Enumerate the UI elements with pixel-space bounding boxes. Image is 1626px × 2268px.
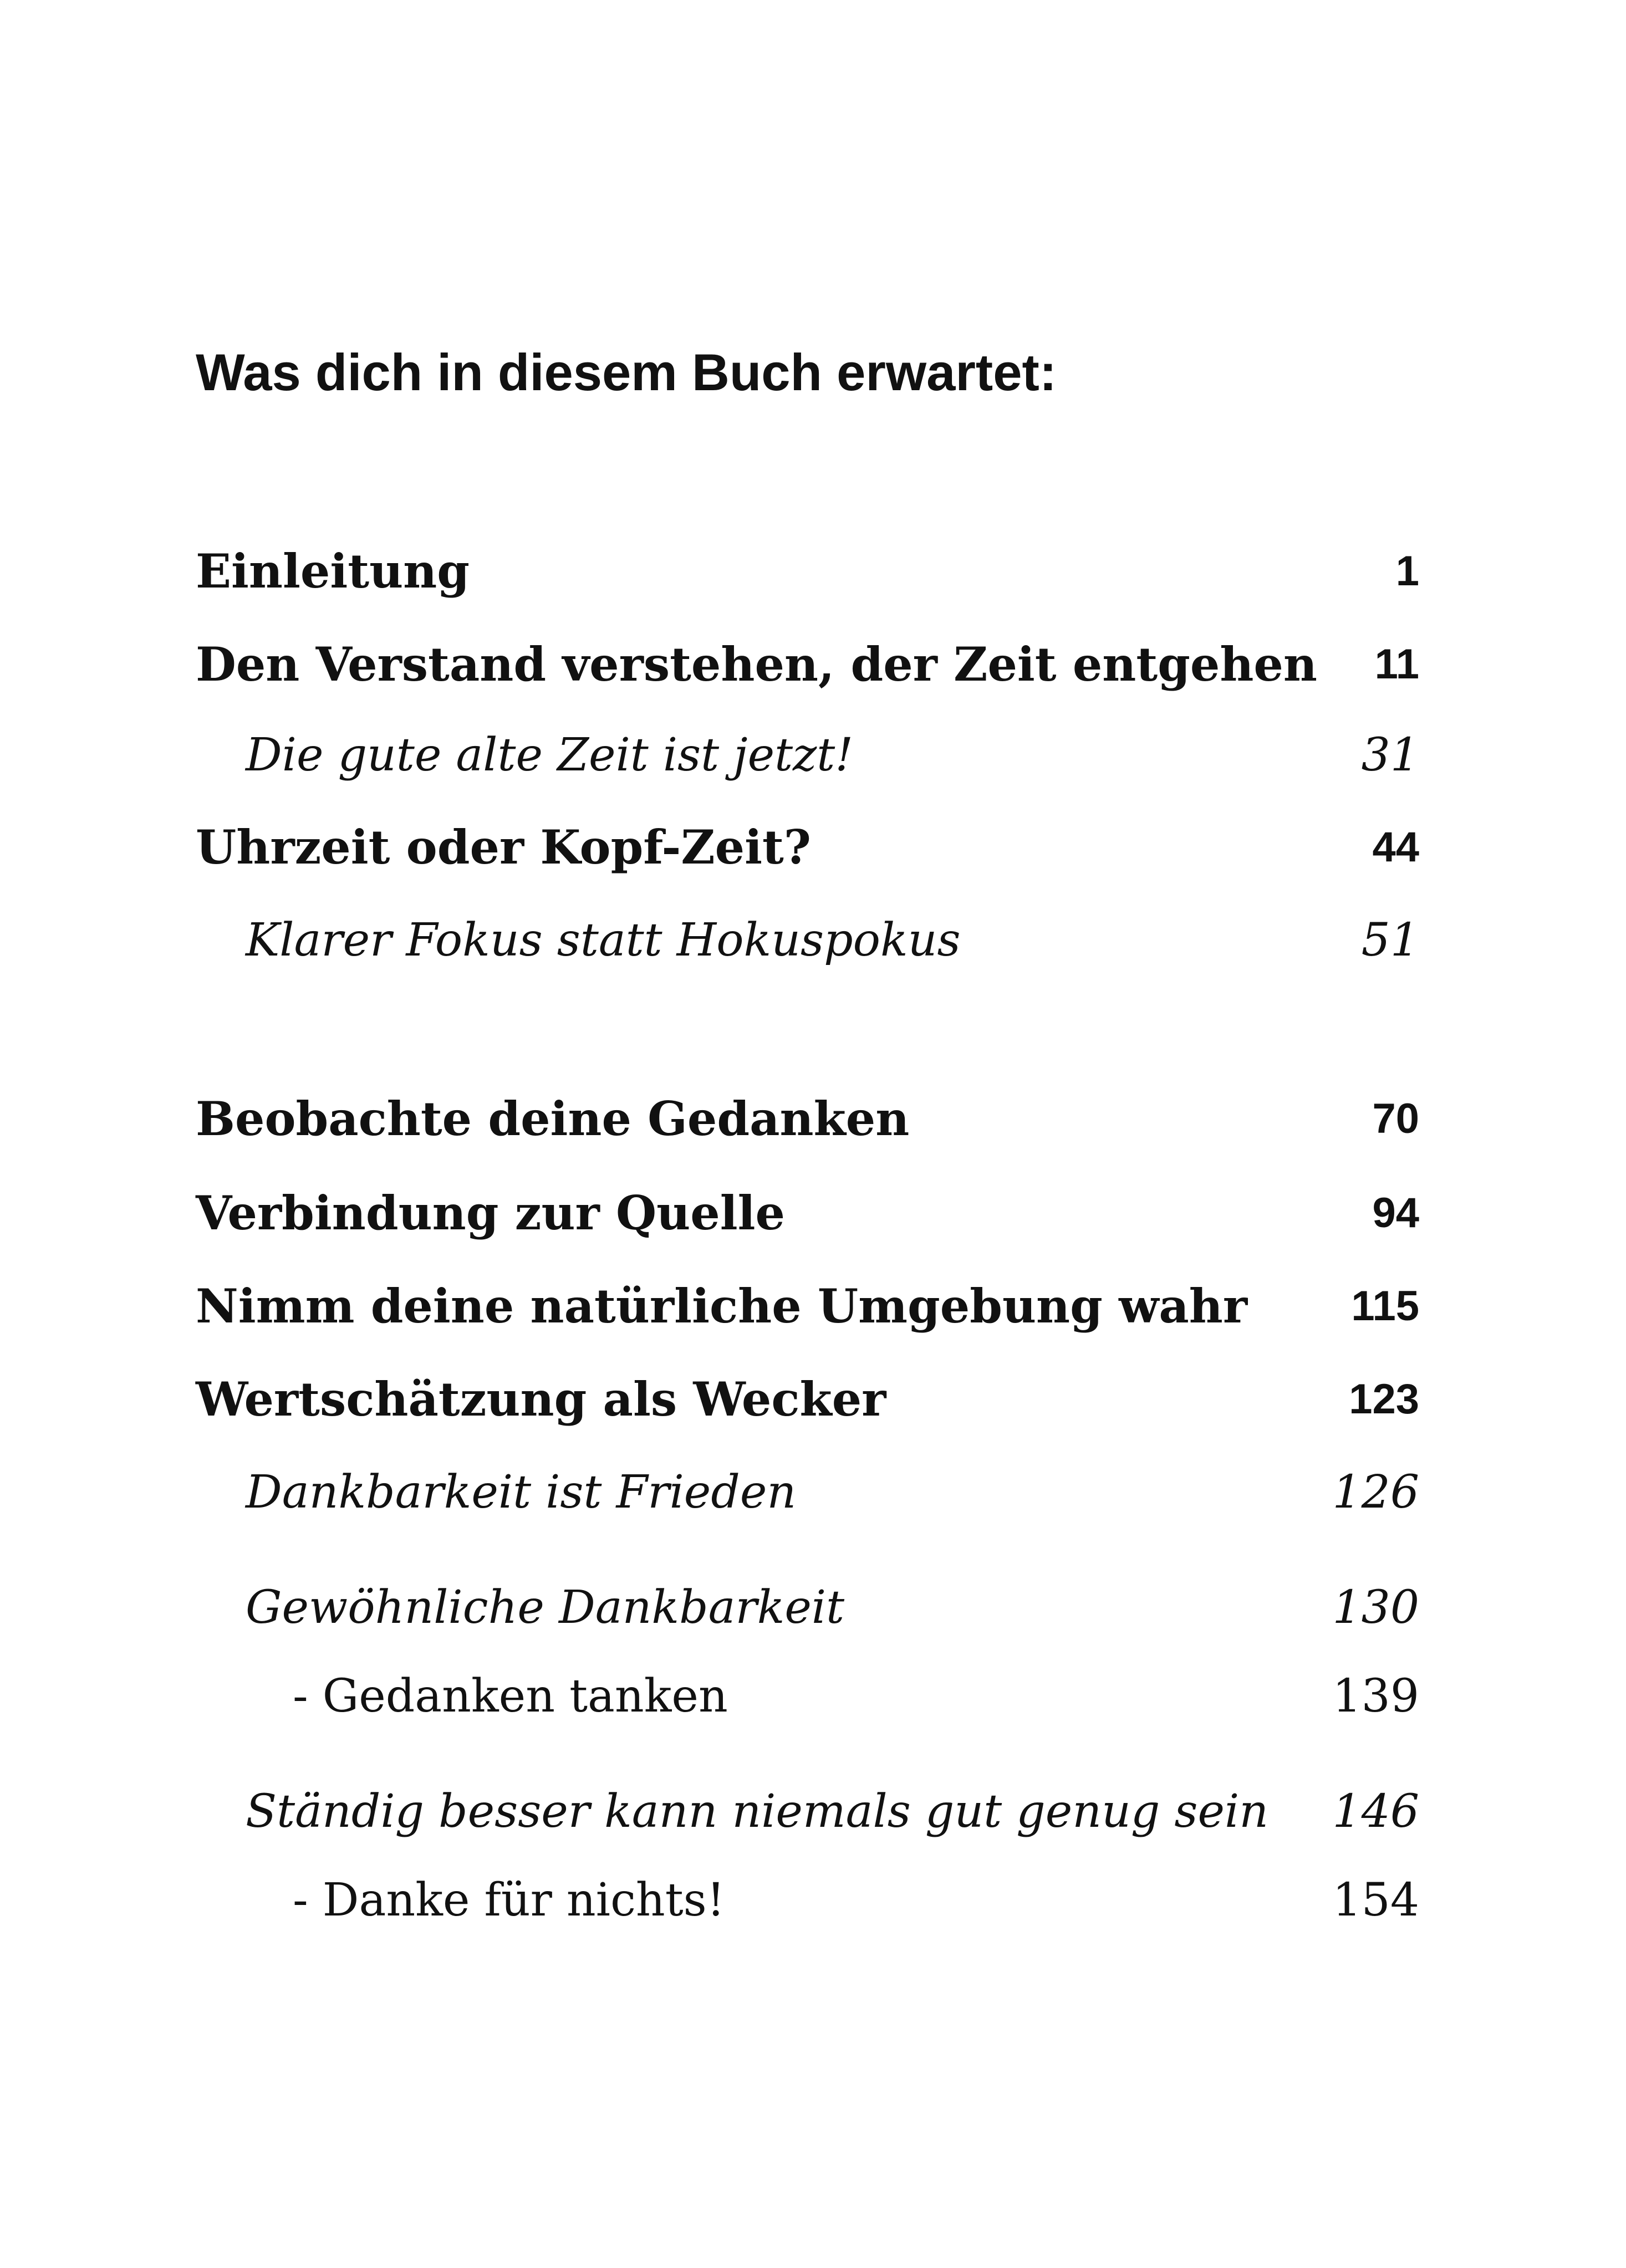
toc-entry-page-number: 31 bbox=[1361, 728, 1419, 781]
toc-entry-chapter[interactable] bbox=[196, 1273, 1419, 1339]
toc-entry-page-number: 126 bbox=[1332, 1465, 1419, 1519]
toc-entry-subsection[interactable] bbox=[196, 1663, 1419, 1729]
toc-entry-page-number: 1 bbox=[1395, 547, 1419, 595]
toc-entry-page-number: 123 bbox=[1349, 1375, 1419, 1423]
toc-entry-title: Nimm deine natürliche Umgebung wahr bbox=[196, 1278, 1248, 1334]
toc-entry-title: Ständig besser kann niemals gut genug sein bbox=[246, 1785, 1269, 1838]
toc-entry-chapter[interactable] bbox=[196, 631, 1419, 697]
toc-entry-title: Beobachte deine Gedanken bbox=[196, 1091, 910, 1146]
toc-entry-section[interactable] bbox=[196, 1778, 1419, 1845]
toc-entry-title: Einleitung bbox=[196, 543, 470, 599]
toc-entry-subsection[interactable] bbox=[196, 1867, 1419, 1933]
toc-entry-title: Wertschätzung als Wecker bbox=[196, 1371, 886, 1427]
toc-entry-page-number: 130 bbox=[1332, 1581, 1419, 1634]
toc-entry-chapter[interactable] bbox=[196, 538, 1419, 604]
toc-entry-page-number: 146 bbox=[1332, 1785, 1419, 1838]
toc-entry-title: Klarer Fokus statt Hokuspokus bbox=[246, 913, 961, 967]
toc-entry-page-number: 51 bbox=[1361, 913, 1419, 967]
toc-entry-title: Die gute alte Zeit ist jetzt! bbox=[246, 728, 854, 781]
toc-entry-title: Gewöhnliche Dankbarkeit bbox=[246, 1581, 845, 1634]
toc-entry-title: Uhrzeit oder Kopf-Zeit? bbox=[196, 819, 812, 875]
toc-entry-title: Dankbarkeit ist Frieden bbox=[246, 1465, 797, 1519]
toc-entry-chapter[interactable] bbox=[196, 1366, 1419, 1432]
toc-entry-section[interactable] bbox=[196, 722, 1419, 788]
toc-entry-section[interactable] bbox=[196, 907, 1419, 973]
toc-entry-title: Den Verstand verstehen, der Zeit entgehen bbox=[196, 636, 1317, 692]
toc-entry-chapter[interactable] bbox=[196, 1179, 1419, 1246]
toc-entry-page-number: 154 bbox=[1332, 1873, 1419, 1927]
page-title: Was dich in diesem Buch erwartet: bbox=[196, 343, 1057, 401]
toc-entry-section[interactable] bbox=[196, 1574, 1419, 1641]
toc-entry-page-number: 70 bbox=[1372, 1095, 1419, 1142]
toc-entry-page-number: 139 bbox=[1332, 1669, 1419, 1723]
toc-entry-page-number: 115 bbox=[1351, 1282, 1419, 1330]
toc-entry-chapter[interactable] bbox=[196, 1085, 1419, 1152]
toc-entry-page-number: 44 bbox=[1372, 823, 1419, 871]
toc-entry-title: - Gedanken tanken bbox=[293, 1669, 728, 1723]
toc-entry-title: Verbindung zur Quelle bbox=[196, 1185, 785, 1240]
toc-entry-chapter[interactable] bbox=[196, 814, 1419, 880]
toc-entry-page-number: 11 bbox=[1374, 640, 1419, 688]
toc-entry-page-number: 94 bbox=[1372, 1189, 1419, 1237]
toc-entry-title: - Danke für nichts! bbox=[293, 1873, 725, 1927]
toc-entry-section[interactable] bbox=[196, 1459, 1419, 1525]
